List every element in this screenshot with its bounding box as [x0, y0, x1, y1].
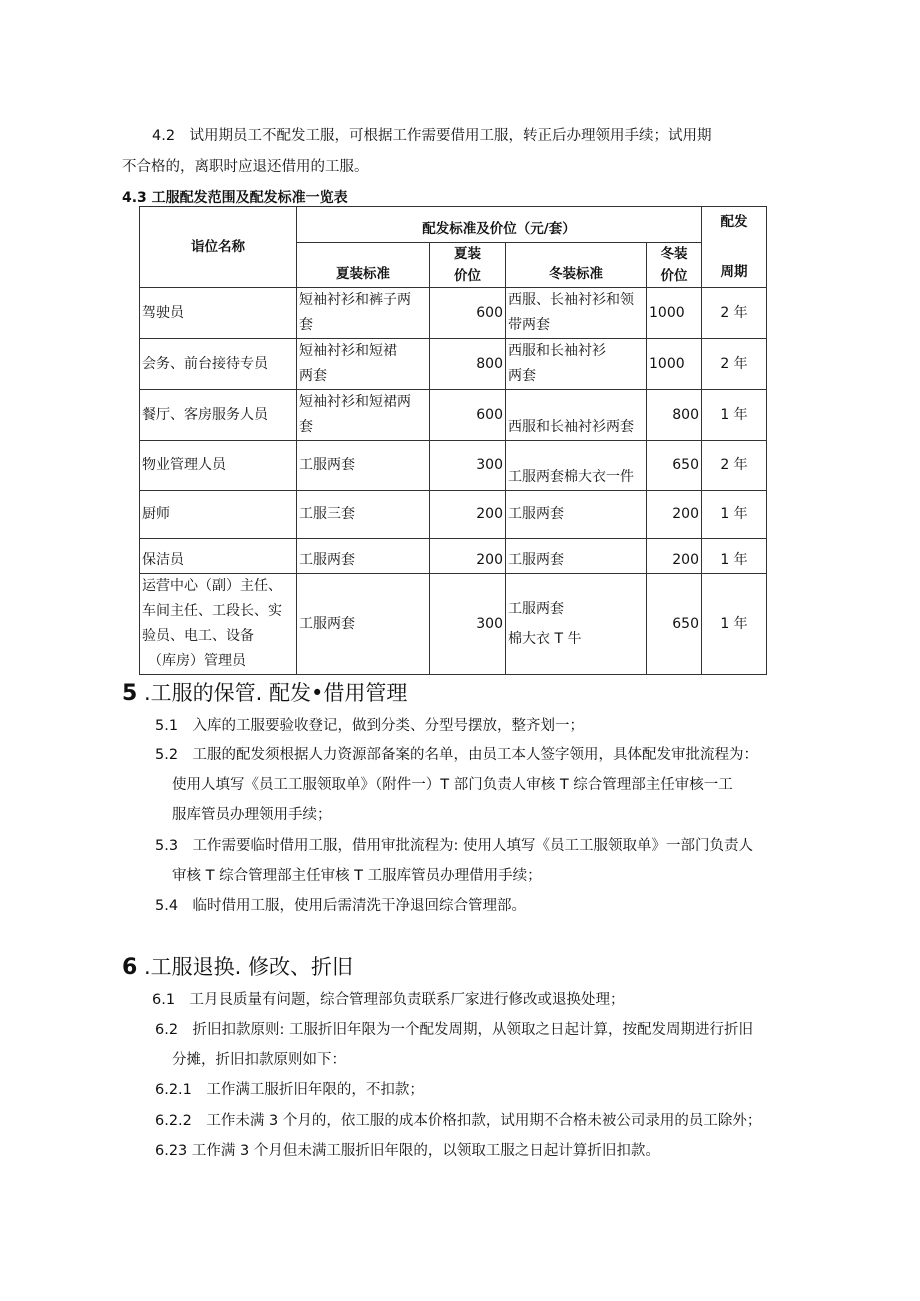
- cell-summer-std: 工服三套: [297, 491, 430, 539]
- para-6-1: 6.1 工月艮质量有问题，综合管理部负责联系厂家进行修改或退换处理；: [152, 992, 625, 1008]
- cell-winter-price: 200: [647, 491, 702, 539]
- cell-position: 运营中心（副）主任、 车间主任、工段长、实 验员、电工、设备 （库房）管理员: [140, 574, 297, 675]
- table-row: [140, 491, 767, 539]
- cell-summer-std: 工服两套: [297, 441, 430, 491]
- cell-summer-std: 短袖衬衫和短裙 两套: [297, 339, 430, 390]
- para-6-2-2: 6.2.2 工作未满 3 个月的，依工服的成本价格扣款，试用期不合格未被公司录用的员工除外；: [155, 1113, 762, 1129]
- table-header-row: [140, 207, 767, 243]
- cell-winter-price: 1000: [647, 288, 702, 339]
- section5-number: 5: [122, 681, 138, 706]
- cell-position: 驾驶员: [140, 288, 297, 339]
- cell-winter-std: 西服和长袖衬衫 两套: [506, 339, 647, 390]
- cell-cycle: 1 年: [702, 390, 767, 441]
- header-summer-price: 夏装 价位: [430, 243, 506, 288]
- cell-summer-price: 600: [430, 288, 506, 339]
- cell-winter-std: 工服两套: [506, 539, 647, 574]
- cell-winter-std: 工服两套 棉大衣 T 牛: [506, 574, 647, 675]
- header-standard: 配发标准及价位（元/套）: [297, 207, 702, 243]
- cell-cycle: 1 年: [702, 574, 767, 675]
- cell-position: 餐厅、客房服务人员: [140, 390, 297, 441]
- table-row: [140, 288, 767, 339]
- cell-winter-price: 650: [647, 441, 702, 491]
- para-5-3-line1: 5.3 工作需要临时借用工服，借用审批流程为: 使用人填写《员工工服领取单》一部门负责人: [155, 838, 754, 854]
- cell-position: 物业管理人员: [140, 441, 297, 491]
- table-row: [140, 539, 767, 574]
- cell-winter-price: 200: [647, 539, 702, 574]
- para-6-23: 6.23 工作满 3 个月但未满工服折旧年限的，以领取工服之日起计算折旧扣款。: [155, 1143, 660, 1159]
- cell-cycle: 1 年: [702, 491, 767, 539]
- table-row: [140, 574, 767, 675]
- cell-position: 保洁员: [140, 539, 297, 574]
- table-row: [140, 339, 767, 390]
- para-5-2-line1: 5.2 工服的配发须根据人力资源部备案的名单，由员工本人签字领用，具体配发审批流程为：: [155, 747, 759, 763]
- cell-summer-price: 200: [430, 539, 506, 574]
- section5-heading: [122, 677, 407, 707]
- cell-winter-price: 1000: [647, 339, 702, 390]
- cell-winter-std: 西服、长袖衬衫和领 带两套: [506, 288, 647, 339]
- section6-heading: [122, 951, 353, 981]
- para-5-4: 5.4 临时借用工服，使用后需清洗干净退回综合管理部。: [155, 898, 527, 914]
- uniform-standard-table: [139, 206, 767, 675]
- header-cycle: 配发 周期: [702, 207, 767, 288]
- header-position: 诣位名称: [140, 207, 297, 288]
- cell-winter-price: 800: [647, 390, 702, 441]
- cell-summer-std: 短袖衬衫和裤子两 套: [297, 288, 430, 339]
- cell-cycle: 2 年: [702, 441, 767, 491]
- cell-position: 厨师: [140, 491, 297, 539]
- para-4-2-line1: 4.2 试用期员工不配发工服，可根据工作需要借用工服，转正后办理领用手续；试用期: [152, 128, 712, 144]
- para-6-2-line2: 分摊，折旧扣款原则如下：: [172, 1052, 346, 1068]
- cell-summer-std: 工服两套: [297, 574, 430, 675]
- cell-cycle: 2 年: [702, 339, 767, 390]
- cell-summer-std: 工服两套: [297, 539, 430, 574]
- cell-summer-price: 600: [430, 390, 506, 441]
- para-6-2-line1: 6.2 折旧扣款原则: 工服折旧年限为一个配发周期，从领取之日起计算，按配发周期进行折旧: [155, 1022, 754, 1038]
- cell-cycle: 2 年: [702, 288, 767, 339]
- cell-winter-price: 650: [647, 574, 702, 675]
- cell-summer-price: 200: [430, 491, 506, 539]
- cell-position: 会务、前台接待专员: [140, 339, 297, 390]
- section5-title: .工服的保管. 配发•借用管理: [144, 681, 408, 705]
- para-6-2-1: 6.2.1 工作满工服折旧年限的，不扣款；: [155, 1082, 424, 1098]
- cell-winter-std: 工服两套: [506, 491, 647, 539]
- header-winter-price: 冬装 价位: [647, 243, 702, 288]
- header-summer-std: 夏装标准: [297, 243, 430, 288]
- cell-summer-price: 800: [430, 339, 506, 390]
- cell-winter-std: 工服两套棉大衣一件: [506, 441, 647, 491]
- cell-summer-price: 300: [430, 574, 506, 675]
- table-title: 4.3 工服配发范围及配发标准一览表: [122, 190, 348, 206]
- cell-summer-price: 300: [430, 441, 506, 491]
- table-row: [140, 390, 767, 441]
- para-4-2-line2: 不合格的，离职时应退还借用的工服。: [122, 159, 369, 175]
- cell-summer-std: 短袖衬衫和短裙两 套: [297, 390, 430, 441]
- section6-number: 6: [122, 955, 138, 980]
- para-5-2-line3: 服库管员办理领用手续；: [172, 807, 332, 823]
- header-winter-std: 冬装标准: [506, 243, 647, 288]
- table-row: [140, 441, 767, 491]
- cell-winter-std: 西服和长袖衬衫两套: [506, 390, 647, 441]
- para-5-1: 5.1 入库的工服要验收登记，做到分类、分型号摆放，整齐划一；: [155, 718, 585, 734]
- cell-cycle: 1 年: [702, 539, 767, 574]
- para-5-3-line2: 审核 T 综合管理部主任审核 T 工服库管员办理借用手续；: [172, 868, 542, 884]
- section6-title: .工服退换. 修改、折旧: [144, 955, 354, 979]
- para-5-2-line2: 使用人填写《员工工服领取单》（附件一）T 部门负责人审核 T 综合管理部主任审核一工: [172, 777, 733, 793]
